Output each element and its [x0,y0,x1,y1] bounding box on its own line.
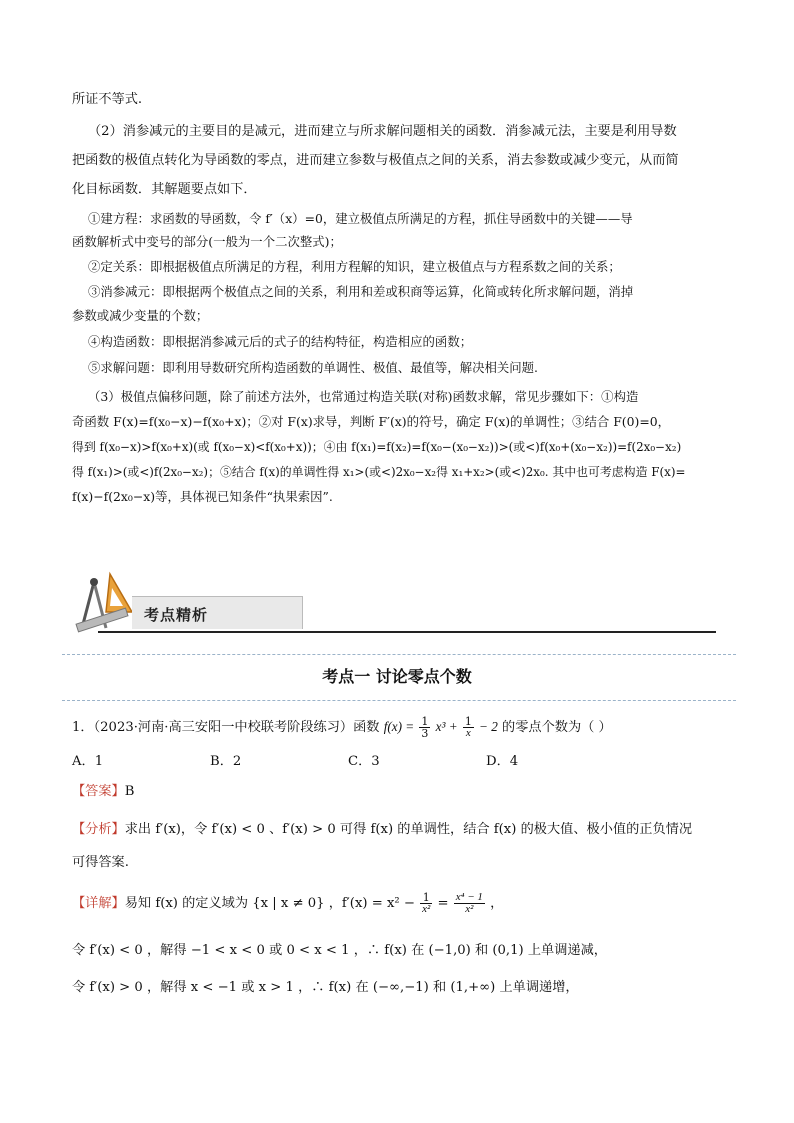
banner-rule [98,631,716,633]
func-lhs: f(x) = [383,719,415,734]
detail-tag: 【详解】 [72,896,125,911]
fraction-one-third: $\frac{1}{3}$ [421,715,429,740]
answer-line [72,782,732,802]
question-stem [72,714,732,741]
detail-line2: 令 f′(x) < 0 ，解得 −1 < x < 0 或 0 < x < 1 ，∴ f(x) 在 (−1,0) 和 (0,1) 上单调递减， [72,943,607,958]
option-a[interactable]: A．1 [72,754,104,769]
para3-line4: 得 f(x₁)>(或<)f(2x₀−x₂)；⑤结合 f(x)的单调性得 x₁>(或<)2x₀−x₂得 x₁+x₂>(或<)2x₀. 其中也可考虑构造 F(x)= [72,465,686,479]
para3-line2: 奇函数 F(x)=f(x₀−x)−f(x₀+x)；②对 F(x)求导，判断 F′(x)的符号，确定 F(x)的单调性；③结合 F(0)=0， [72,414,671,429]
divider-bottom [62,700,736,701]
step3-line2: 参数或减少变量的个数； [72,308,209,323]
option-d[interactable]: D．4 [486,754,519,769]
equals-sign: = [437,896,449,911]
detail-line1-end: ， [490,896,504,911]
para2-line3: 化目标函数．其解题要点如下． [72,182,257,197]
option-c[interactable]: C．3 [348,754,380,769]
question-suffix: 的零点个数为（ ） [502,720,612,735]
detail-line3: 令 f′(x) > 0 ，解得 x < −1 或 x > 1 ，∴ f(x) 在 (−∞,−1) 和 (1,+∞) 上单调递增， [72,980,579,995]
step1-line2: 函数解析式中变号的部分(一般为一个二次整式)； [72,234,342,249]
analysis-line2: 可得答案. [72,855,129,870]
step3-line1: ③消参减元：即根据两个极值点之间的关系，利用和差或积商等运算，化简或转化所求解问题，消掉 [88,284,634,299]
intro-tail: 所证不等式. [72,92,143,107]
para3-line3: 得到 f(x₀−x)>f(x₀+x)(或 f(x₀−x)<f(x₀+x))；④由 f(x₁)=f(x₂)=f(x₀−(x₀−x₂))>(或<)f(x₀+(x₀−x₂))=f(2x₀−x₂) [72,440,682,454]
answer-tag: 【答案】 [72,784,125,799]
question-prefix: 1．（2023·河南·高三安阳一中校联考阶段练习）函数 [72,720,380,735]
step1-line1: ①建方程：求函数的导函数，令 f′（x）=0，建立极值点所满足的方程，抓住导函数中的关键——导 [88,211,633,226]
step5: ⑤求解问题：即利用导数研究所构造函数的单调性、极值、最值等，解决相关问题. [88,360,539,375]
section-title: 考点一 讨论零点个数 [322,667,472,686]
fraction-x4-minus-1: $\frac{\text{x⁴ − 1}}{\text{x²}}$ [455,891,483,915]
para3-line5: f(x)−f(2x₀−x)等，具体视已知条件“执果索因”. [72,489,333,504]
fraction-one-over-x-squared: $\frac{1}{\text{x²}}$ [422,891,431,915]
detail-text-1: 易知 f(x) 的定义域为 {x | x ≠ 0} ，f′(x) = x² − [124,896,415,911]
analysis-line1 [72,820,732,840]
detail-line1 [72,890,732,918]
term-tail: − 2 [479,719,498,734]
step2: ②定关系：即根据极值点所满足的方程，利用方程解的知识，建立极值点与方程系数之间的关系； [88,259,621,274]
divider-top [62,654,736,655]
para3-line1: （3）极值点偏移问题，除了前述方法外，也常通过构造关联(对称)函数求解，常见步骤如下：①构造 [88,389,639,404]
banner-title: 考点精析 [144,606,209,624]
fraction-one-over-x: $\frac{1}{x}$ [464,715,472,739]
para2-line1: （2）消参减元的主要目的是减元，进而建立与所求解问题相关的函数．消参减元法，主要是利用导数 [88,124,677,139]
step4: ④构造函数：即根据消参减元后的式子的结构特征，构造相应的函数； [88,334,473,349]
para2-line2: 把函数的极值点转化为导函数的零点，进而建立参数与极值点之间的关系，消去参数或减少变元，从而简 [72,153,679,168]
answer-value: B [124,784,135,799]
option-b[interactable]: B．2 [210,754,242,769]
analysis-tag: 【分析】 [72,822,125,837]
analysis-text-1: 求出 f′(x)，令 f′(x) < 0 、f′(x) > 0 可得 f(x) 的单调性，结合 f(x) 的极大值、极小值的正负情况 [124,822,693,837]
term-x-cubed: x³ + [435,719,458,734]
section-banner [72,570,732,636]
